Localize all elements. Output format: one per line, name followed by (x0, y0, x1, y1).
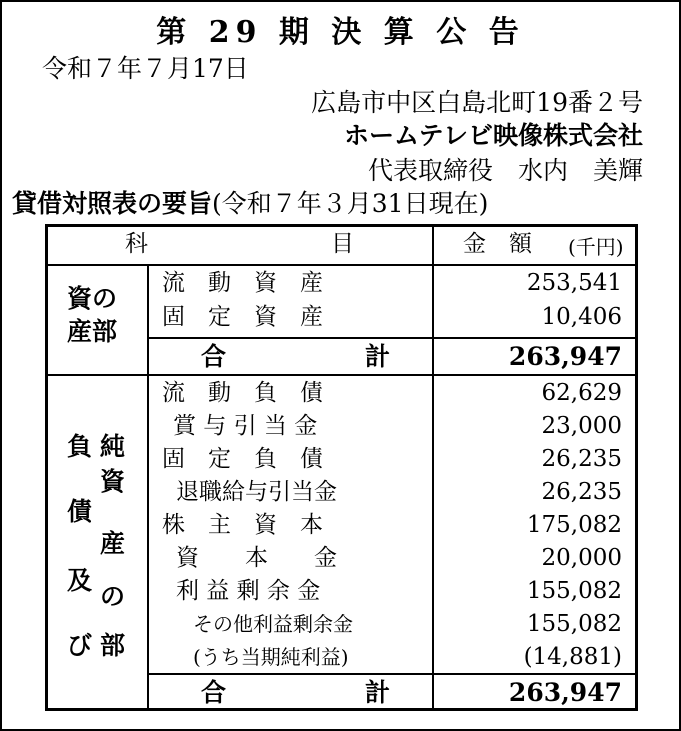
assets-total-label-2: 計 (365, 342, 391, 371)
section-label-divider (147, 264, 149, 711)
liab-label-c1-2: 及 (67, 566, 93, 595)
liab-total-label-1: 合 (201, 678, 227, 707)
heading-title: 貸借対照表の要旨 (12, 189, 213, 218)
table-border-right (635, 224, 638, 711)
liab-total-label-2: 計 (365, 678, 391, 707)
asset-row-label-1: 固 定 資 産 (162, 304, 323, 330)
liab-row-label-0: 流 動 負 債 (162, 380, 323, 406)
liab-row-value-1: 23,000 (541, 413, 622, 439)
liab-row-label-7: その他利益剰余金 (193, 612, 353, 636)
liab-row-label-1: 賞 与 引 当 金 (173, 413, 318, 439)
heading-date: (令和７年３月31日現在) (212, 189, 489, 218)
assets-label-line2: 産部 (67, 317, 118, 346)
liab-row-label-3: 退職給与引当金 (176, 479, 337, 505)
liab-row-value-6: 155,082 (526, 578, 622, 604)
table-border-top (45, 224, 638, 227)
balance-sheet-table (45, 224, 638, 711)
liab-label-c2-2: 産 (100, 529, 126, 558)
liab-label-c2-1: 資 (100, 467, 126, 496)
liab-row-value-5: 20,000 (541, 545, 622, 571)
section-divider (45, 374, 638, 376)
company-name: ホームテレビ映像株式会社 (343, 121, 643, 150)
asset-row-value-0: 253,541 (526, 270, 622, 296)
header-amount: 金 額 (463, 231, 532, 257)
liab-label-c2-4: 部 (100, 631, 126, 660)
liab-row-label-5: 資 本 金 (176, 545, 337, 571)
company-address: 広島市中区白島北町19番２号 (311, 88, 643, 117)
asset-row-value-1: 10,406 (541, 304, 622, 330)
liab-row-label-8: (うち当期純利益) (193, 645, 349, 669)
liab-label-c2-3: の (100, 582, 126, 611)
representative: 代表取締役 水内 美輝 (367, 156, 643, 185)
liab-row-value-7: 155,082 (526, 611, 622, 637)
header-kamoku-1: 科 (125, 231, 148, 257)
liab-label-c1-0: 負 (67, 432, 93, 461)
liab-row-value-8: (14,881) (523, 644, 622, 670)
liab-total-value: 263,947 (508, 678, 622, 707)
asset-row-label-0: 流 動 資 産 (162, 270, 323, 296)
assets-total-line (147, 337, 638, 339)
liab-label-c2-0: 純 (100, 432, 126, 461)
liab-row-label-4: 株 主 資 本 (162, 512, 323, 538)
liab-row-label-2: 固 定 負 債 (162, 446, 323, 472)
assets-total-label-1: 合 (201, 342, 227, 371)
liab-row-value-4: 175,082 (526, 512, 622, 538)
header-divider (45, 264, 638, 266)
liab-row-label-6: 利 益 剰 余 金 (176, 578, 321, 604)
notice-date: 令和７年７月17日 (42, 54, 249, 83)
table-border-left (45, 224, 48, 711)
header-unit: (千円) (568, 235, 624, 259)
header-kamoku-2: 目 (331, 231, 354, 257)
notice-title: 第 29 期 決 算 公 告 (156, 15, 525, 50)
liab-row-value-3: 26,235 (541, 479, 622, 505)
assets-label-line1: 資の (67, 284, 118, 313)
assets-total-value: 263,947 (508, 342, 622, 371)
table-border-bottom (45, 708, 638, 711)
liab-row-value-2: 26,235 (541, 446, 622, 472)
liab-row-value-0: 62,629 (541, 380, 622, 406)
amount-divider (432, 224, 434, 711)
table-heading (12, 191, 488, 216)
liabilities-total-line (147, 673, 638, 675)
liab-label-c1-1: 債 (67, 497, 93, 526)
liab-label-c1-3: び (67, 631, 93, 660)
